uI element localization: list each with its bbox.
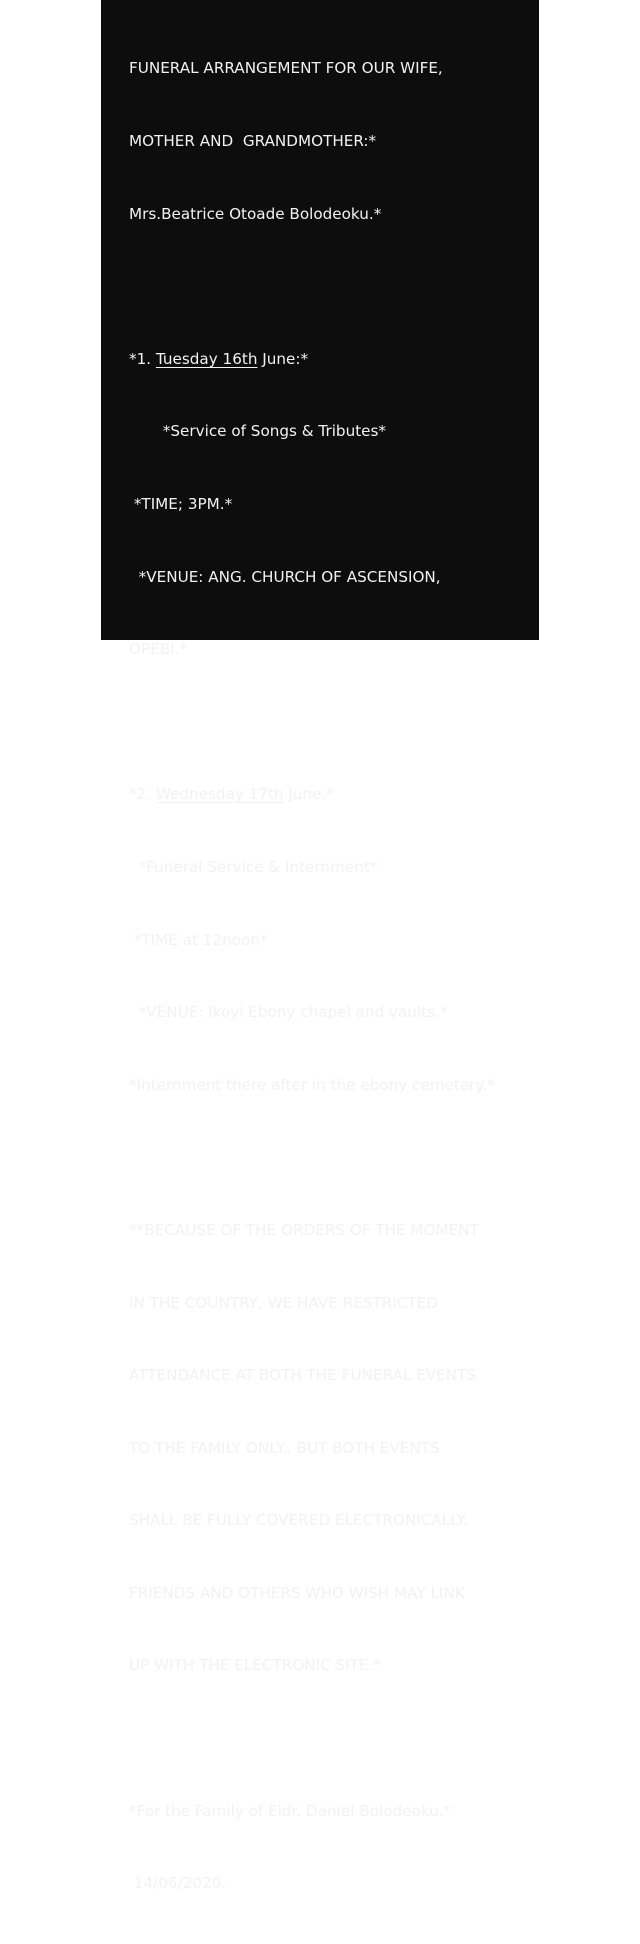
header-line-1: FUNERAL ARRANGEMENT FOR OUR WIFE,	[129, 59, 443, 78]
event2-title: *Funeral Service & Internment*	[129, 857, 378, 876]
notice-line-6: FRIENDS AND OTHERS WHO WISH MAY LINK	[129, 1583, 465, 1602]
event2-internment: *Internment there after in the ebony cemetery.*	[129, 1075, 495, 1094]
blank-line	[129, 274, 539, 298]
notice-line-5: SHALL BE FULLY COVERED ELECTRONICALLY.	[129, 1511, 468, 1530]
notice-line-7: UP WITH THE ELECTRONIC SITE.*	[129, 1656, 381, 1675]
event2-heading	[129, 782, 539, 806]
event2-venue: *VENUE: Ikoyi Ebony chapel and vaults.*	[129, 1003, 448, 1022]
note-text	[129, 8, 539, 1944]
event1-heading	[129, 347, 539, 371]
event1-prefix: *1.	[129, 349, 156, 368]
notice-line-3: ATTENDANCE AT BOTH THE FUNERAL EVENTS	[129, 1366, 477, 1385]
notice-line-1: **BECAUSE OF THE ORDERS OF THE MOMENT	[129, 1220, 479, 1239]
event2-time: *TIME at 12noon*	[129, 930, 268, 949]
note-panel	[101, 0, 539, 1893]
event2-date-suffix: June.*	[283, 785, 334, 804]
event1-venue-line-1: *VENUE: ANG. CHURCH OF ASCENSION,	[129, 567, 441, 586]
blank-line	[129, 710, 539, 734]
event1-time: *TIME; 3PM.*	[129, 494, 233, 513]
event1-date-link[interactable]: Tuesday 16th	[155, 349, 258, 368]
signature-line: *For the Family of Eldr. Daniel Bolodeoku.*	[129, 1801, 452, 1820]
event2-prefix: *2.	[129, 785, 156, 804]
event1-date-suffix: June:*	[257, 349, 309, 368]
notice-line-4: TO THE FAMILY ONLY., BUT BOTH EVENTS	[129, 1438, 440, 1457]
event2-date-link[interactable]: Wednesday 17th	[155, 785, 284, 804]
notice-line-2: IN THE COUNTRY, WE HAVE RESTRICTED	[129, 1293, 438, 1312]
event1-venue-line-2: OPEBI.*	[129, 640, 188, 659]
signature-date: 14/06/2020.	[129, 1874, 227, 1893]
event1-title: *Service of Songs & Tributes*	[129, 422, 386, 441]
blank-line	[129, 1145, 539, 1169]
header-line-2: MOTHER AND GRANDMOTHER:*	[129, 132, 377, 150]
blank-line	[129, 1726, 539, 1750]
deceased-name: Mrs.Beatrice Otoade Bolodeoku.*	[129, 204, 382, 223]
